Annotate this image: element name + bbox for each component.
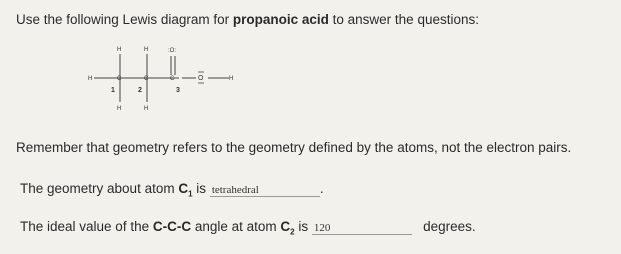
instruction-text: Use the following Lewis diagram for propanoic acid to answer the questions: bbox=[16, 12, 479, 27]
atom-h-bottom-1: H bbox=[117, 106, 122, 112]
carbon-number-2: 2 bbox=[138, 87, 142, 94]
geometry-answer-field[interactable]: tetrahedral bbox=[210, 184, 320, 197]
atom-o-top: :O: bbox=[168, 48, 177, 54]
compound-name: propanoic acid bbox=[232, 12, 329, 27]
question-geometry: The geometry about atom $C_1$ is tetrahedral . bbox=[20, 181, 324, 199]
question-angle: The ideal value of the C-C-C angle at atom $C_2$ is 120 degrees. bbox=[20, 219, 476, 237]
reminder-text: Remember that geometry refers to the geometry defined by the atoms, not the electron pairs. bbox=[16, 140, 572, 155]
atom-h-right: H bbox=[229, 76, 234, 82]
atom-c3: C bbox=[170, 76, 175, 82]
carbon-number-1: 1 bbox=[111, 87, 115, 94]
atom-h-top-1: H bbox=[117, 47, 122, 53]
lewis-diagram bbox=[84, 42, 254, 114]
degrees-label: degrees. bbox=[423, 219, 476, 234]
atom-h-bottom-2: H bbox=[144, 106, 149, 112]
angle-answer-field[interactable]: 120 bbox=[312, 222, 412, 235]
atom-o-single: O bbox=[198, 75, 204, 82]
atom-h-left: H bbox=[88, 76, 93, 82]
atom-c1: C bbox=[117, 76, 122, 82]
carbon-number-3: 3 bbox=[176, 87, 180, 94]
atom-c2: C bbox=[144, 76, 149, 82]
atom-h-top-2: H bbox=[144, 47, 149, 53]
